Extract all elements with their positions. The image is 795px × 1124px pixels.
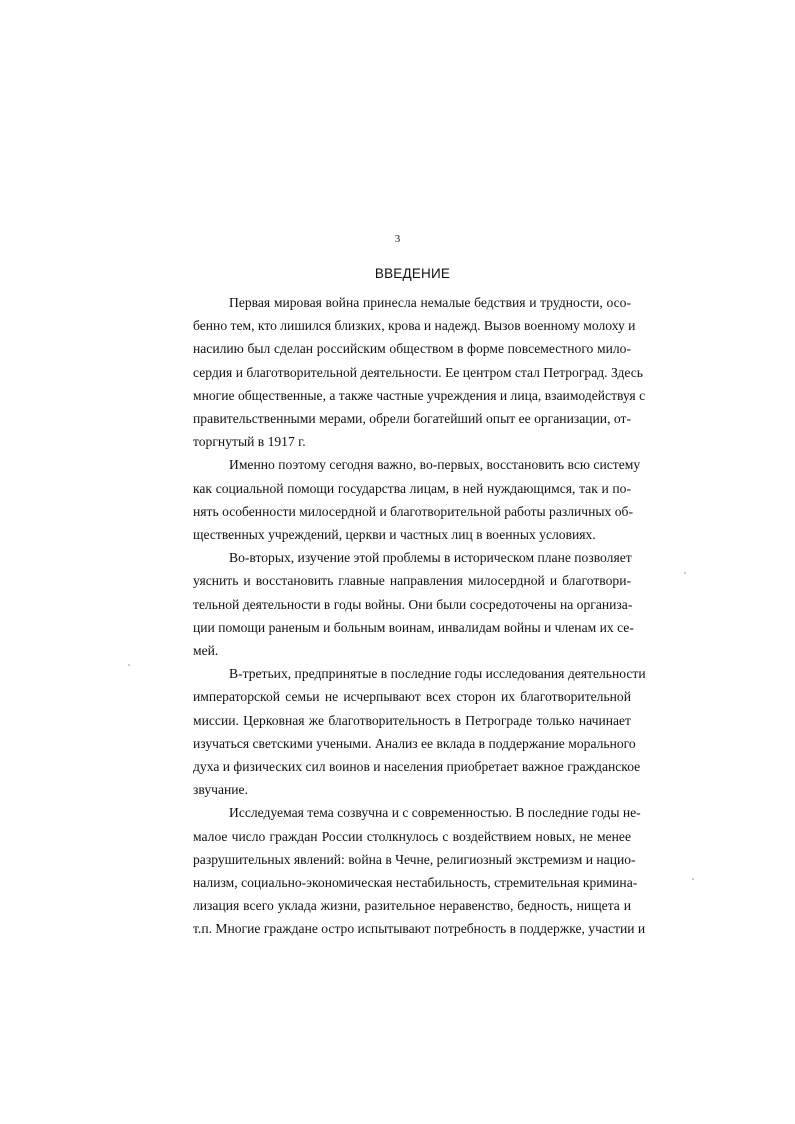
text-line: нять особенности милосердной и благотворительной работы различных об- — [193, 503, 633, 519]
text-line: уяснить и восстановить главные направления милосердной и благотвори- — [193, 573, 631, 589]
text-line: императорской семьи не исчерпывают всех сторон их благотворительной — [193, 689, 631, 705]
text-line: сердия и благотворительной деятельности. Ее центром стал Петроград. Здесь — [193, 364, 643, 380]
body-text — [193, 291, 646, 941]
scan-speck — [684, 572, 686, 574]
paragraph — [193, 546, 634, 662]
text-line: как социальной помощи государства лицам, в ней нуждающимся, так и по- — [193, 480, 631, 496]
text-line: насилию был сделан российским обществом в форме повсеместного мило- — [193, 341, 631, 357]
text-line: звучание. — [193, 782, 248, 798]
text-line: Именно поэтому сегодня важно, во-первых, восстановить всю систему — [229, 457, 641, 473]
paragraph — [193, 801, 646, 940]
text-line: Первая мировая война принесла немалые бедствия и трудности, осо- — [229, 295, 631, 310]
scan-speck — [692, 878, 694, 880]
section-heading: ВВЕДЕНИЕ — [374, 266, 451, 281]
text-line: ции помощи раненым и больным воинам, инвалидам войны и членам их се- — [193, 619, 634, 635]
text-line: Во-вторых, изучение этой проблемы в историческом плане позволяет — [229, 550, 632, 566]
text-line: т.п. Многие граждане остро испытывают потребность в поддержке, участии и — [193, 921, 646, 937]
text-line: разрушительных явлений: война в Чечне, религиозный экстремизм и нацио- — [193, 851, 636, 867]
paragraph — [193, 291, 646, 453]
text-line: В-третьих, предпринятые в последние годы исследования деятельности — [229, 666, 646, 682]
text-line: тельной деятельности в годы войны. Они были сосредоточены на организа- — [193, 596, 633, 612]
text-line: бенно тем, кто лишился близких, крова и надежд. Вызов военному молоху и — [193, 318, 636, 334]
text-line: малое число граждан России столкнулось с воздействием новых, не менее — [193, 828, 631, 844]
text-line: торгнутый в 1917 г. — [193, 434, 306, 450]
text-line: Исследуемая тема созвучна и с современностью. В последние годы не- — [229, 805, 641, 821]
text-line: мей. — [193, 643, 219, 659]
text-line: нализм, социально-экономическая нестабильность, стремительная кримина- — [193, 875, 638, 891]
text-line: многие общественные, а также частные учреждения и лица, взаимодействуя с — [193, 387, 646, 403]
paragraph — [193, 453, 641, 546]
text-line: щественных учреждений, церкви и частных лиц в военных условиях. — [193, 527, 596, 543]
text-line: правительственными мерами, обрели богатейший опыт ее организации, от- — [193, 411, 631, 427]
page-number: 3 — [394, 233, 401, 245]
text-line: миссии. Церковная же благотворительность в Петрограде только начинает — [193, 712, 631, 728]
text-line: духа и физических сил воинов и населения приобретает важное гражданское — [193, 759, 641, 775]
scan-speck — [128, 664, 130, 666]
paragraph — [193, 662, 646, 801]
text-line: лизация всего уклада жизни, разительное неравенство, бедность, нищета и — [193, 898, 631, 914]
text-line: изучаться светскими учеными. Анализ ее вклада в поддержание морального — [193, 735, 636, 751]
